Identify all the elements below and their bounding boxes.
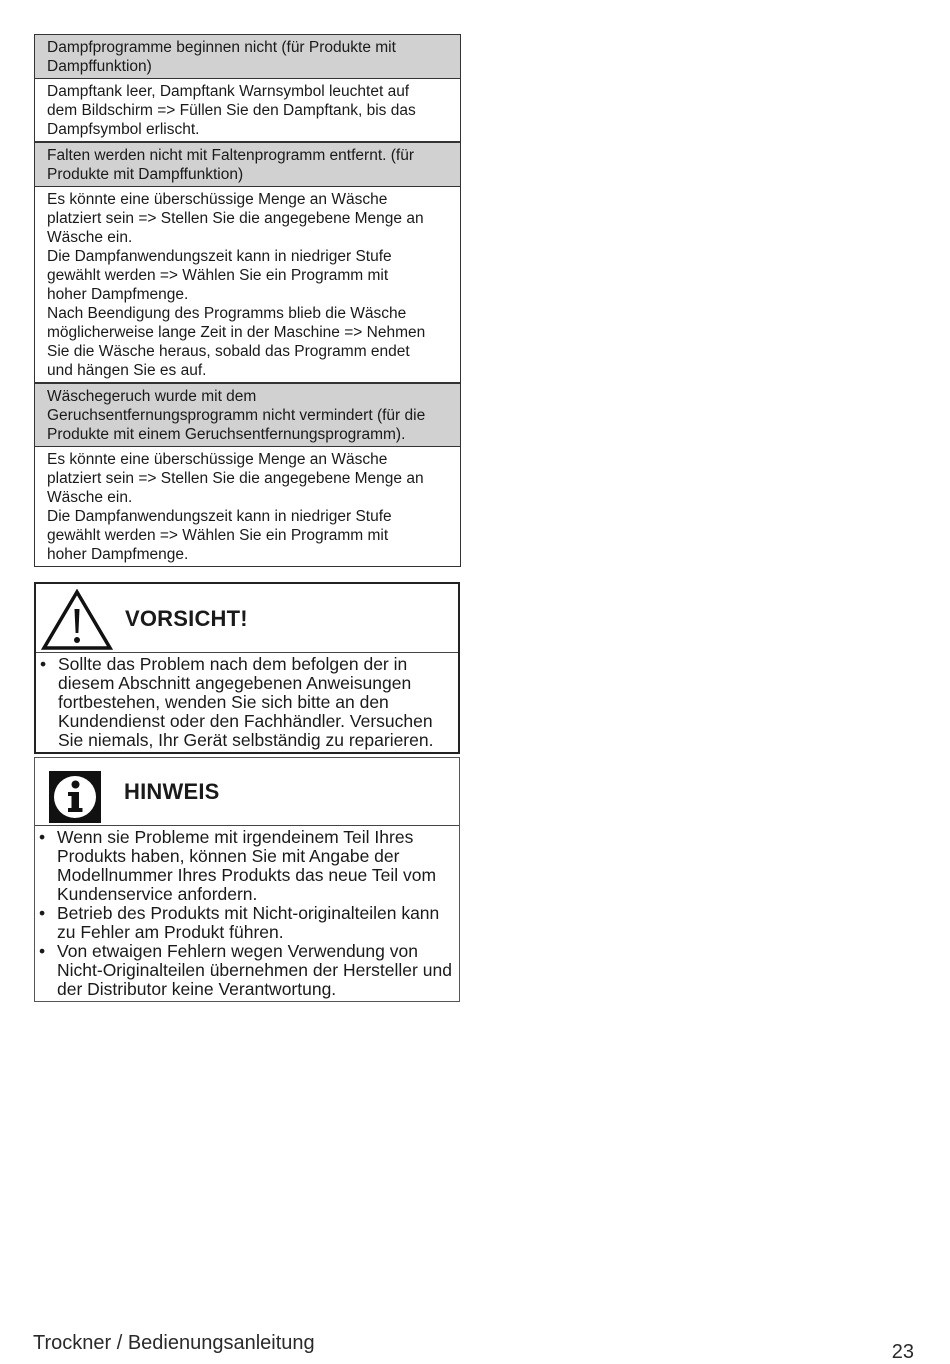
caution-header (36, 584, 458, 653)
footer-document-title: Trockner / Bedienungsanleitung (33, 1332, 315, 1354)
info-list (35, 826, 459, 1001)
list-item: • Wenn sie Probleme mit irgendeinem Teil Ihres Produkts haben, können Sie mit Angabe der Modellnummer Ihres Produkts das neue Teil vom Kundenservice anfordern. (39, 828, 453, 904)
info-header (35, 758, 459, 826)
info-title: HINWEIS (124, 779, 220, 804)
table-row-problem: Wäschegeruch wurde mit dem Geruchsentfernungsprogramm nicht vermindert (für die Produkte mit einem Geruchsentfernungsprogramm). (35, 383, 460, 447)
table-row-solution: Es könnte eine überschüssige Menge an Wäsche platziert sein => Stellen Sie die angegebene Menge an Wäsche ein. Die Dampfanwendungszeit kann in niedriger Stufe gewählt werden => Wählen Sie ein Programm mit hoher Dampfmenge. Nach Beendigung des Programms blieb die Wäsche möglicherweise lange Zeit in der Maschine => Nehmen Sie die Wäsche heraus, sobald das Programm endet und hängen Sie es auf. (35, 187, 460, 383)
caution-box (34, 582, 460, 754)
table-row-problem: Dampfprogramme beginnen nicht (für Produkte mit Dampffunktion) (35, 35, 460, 79)
caution-list (36, 653, 458, 752)
troubleshooting-table (34, 34, 461, 567)
table-row-solution: Dampftank leer, Dampftank Warnsymbol leuchtet auf dem Bildschirm => Füllen Sie den Dampftank, bis das Dampfsymbol erlischt. (35, 79, 460, 142)
warning-triangle-icon (41, 589, 113, 651)
info-box (34, 757, 460, 1002)
list-item: • Betrieb des Produkts mit Nicht-originalteilen kann zu Fehler am Produkt führen. (39, 904, 453, 942)
list-item: • Sollte das Problem nach dem befolgen der in diesem Abschnitt angegebenen Anweisungen fortbestehen, wenden Sie sich bitte an den Kundendienst oder den Fachhändler. Versuchen Sie niemals, Ihr Gerät selbständig zu reparieren. (40, 655, 452, 750)
page-number: 23 (891, 1341, 914, 1363)
info-icon (49, 771, 101, 823)
list-item: • Von etwaigen Fehlern wegen Verwendung von Nicht-Originalteilen übernehmen der Hersteller und der Distributor keine Verantwortung. (39, 942, 453, 999)
table-row-problem: Falten werden nicht mit Faltenprogramm entfernt. (für Produkte mit Dampffunktion) (35, 142, 460, 187)
table-row-solution: Es könnte eine überschüssige Menge an Wäsche platziert sein => Stellen Sie die angegebene Menge an Wäsche ein. Die Dampfanwendungszeit kann in niedriger Stufe gewählt werden => Wählen Sie ein Programm mit hoher Dampfmenge. (35, 447, 460, 567)
caution-title: VORSICHT! (125, 606, 248, 631)
